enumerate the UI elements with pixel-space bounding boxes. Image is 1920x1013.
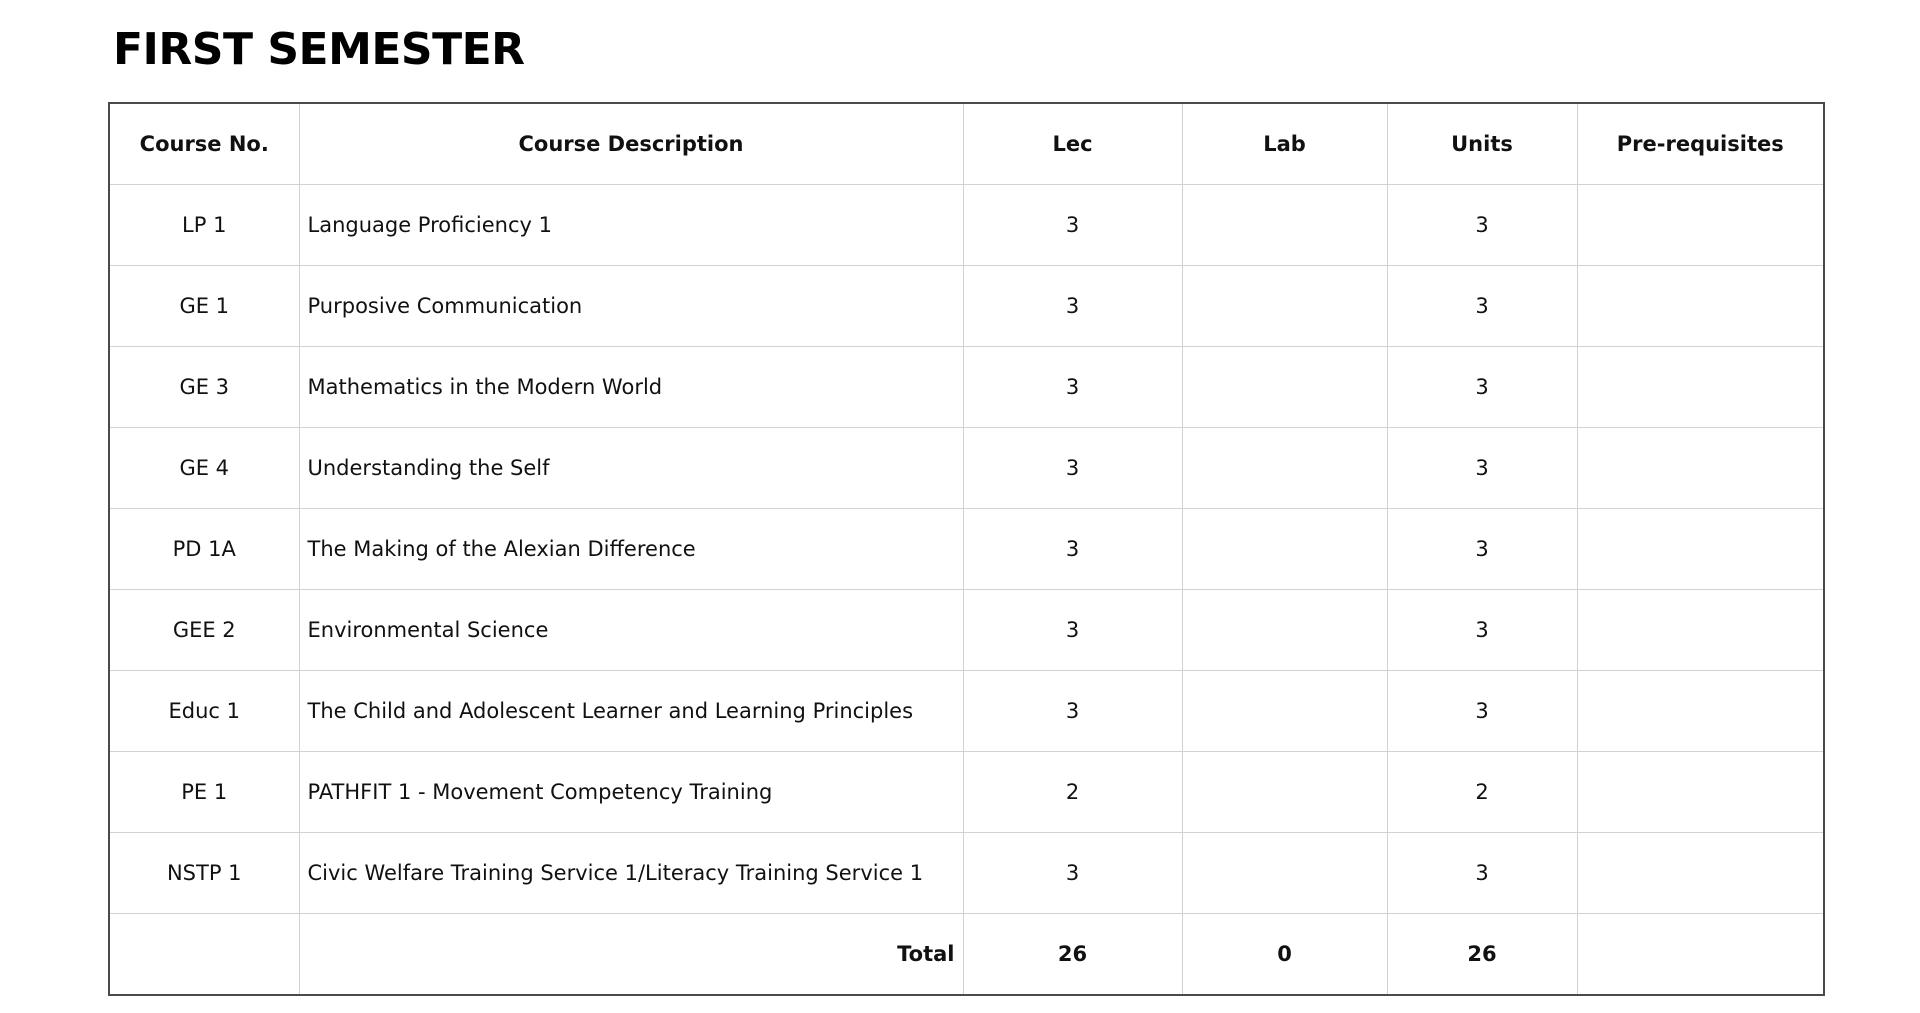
cell-units: 3 [1387,590,1577,671]
cell-course-no: GE 3 [109,347,299,428]
page-title: FIRST SEMESTER [113,24,525,75]
cell-units: 3 [1387,266,1577,347]
cell-course-description: Civic Welfare Training Service 1/Literacy Training Service 1 [299,833,963,914]
cell-course-description: The Making of the Alexian Difference [299,509,963,590]
cell-units: 3 [1387,347,1577,428]
cell-prerequisites [1577,590,1824,671]
cell-course-description: Understanding the Self [299,428,963,509]
cell-lab [1182,752,1387,833]
cell-lec: 3 [963,185,1182,266]
cell-lec: 2 [963,752,1182,833]
cell-course-no: PD 1A [109,509,299,590]
total-units: 26 [1387,914,1577,996]
cell-course-description: The Child and Adolescent Learner and Learning Principles [299,671,963,752]
cell-prerequisites [1577,266,1824,347]
total-prerequisites-empty [1577,914,1824,996]
cell-lab [1182,509,1387,590]
total-row [109,914,1824,996]
cell-prerequisites [1577,671,1824,752]
cell-course-no: GEE 2 [109,590,299,671]
cell-lab [1182,185,1387,266]
cell-lec: 3 [963,509,1182,590]
header-course-description: Course Description [299,103,963,185]
cell-course-no: Educ 1 [109,671,299,752]
cell-units: 3 [1387,509,1577,590]
cell-course-no: GE 4 [109,428,299,509]
cell-lec: 3 [963,671,1182,752]
table-row [109,833,1824,914]
cell-prerequisites [1577,509,1824,590]
total-lec: 26 [963,914,1182,996]
header-lec: Lec [963,103,1182,185]
table-row [109,509,1824,590]
cell-course-no: GE 1 [109,266,299,347]
cell-units: 3 [1387,185,1577,266]
table-row [109,347,1824,428]
total-lab: 0 [1182,914,1387,996]
cell-lec: 3 [963,347,1182,428]
cell-course-no: PE 1 [109,752,299,833]
cell-lec: 3 [963,590,1182,671]
table-header-row [109,103,1824,185]
cell-prerequisites [1577,185,1824,266]
cell-lab [1182,671,1387,752]
cell-course-no: NSTP 1 [109,833,299,914]
table-row [109,185,1824,266]
header-prerequisites: Pre-requisites [1577,103,1824,185]
cell-units: 3 [1387,671,1577,752]
cell-lab [1182,347,1387,428]
cell-units: 3 [1387,428,1577,509]
cell-course-description: Environmental Science [299,590,963,671]
cell-course-description: Mathematics in the Modern World [299,347,963,428]
table-row [109,671,1824,752]
cell-lab [1182,833,1387,914]
cell-course-description: Purposive Communication [299,266,963,347]
total-label: Total [299,914,963,996]
total-empty-cell [109,914,299,996]
table-row [109,752,1824,833]
header-lab: Lab [1182,103,1387,185]
cell-lec: 3 [963,428,1182,509]
cell-lec: 3 [963,266,1182,347]
cell-lab [1182,590,1387,671]
header-units: Units [1387,103,1577,185]
cell-course-description: PATHFIT 1 - Movement Competency Training [299,752,963,833]
cell-course-no: LP 1 [109,185,299,266]
table-row [109,428,1824,509]
cell-prerequisites [1577,833,1824,914]
cell-lab [1182,428,1387,509]
cell-lec: 3 [963,833,1182,914]
cell-lab [1182,266,1387,347]
table-row [109,266,1824,347]
cell-prerequisites [1577,347,1824,428]
curriculum-table [108,102,1825,996]
cell-units: 3 [1387,833,1577,914]
cell-units: 2 [1387,752,1577,833]
table-row [109,590,1824,671]
cell-prerequisites [1577,428,1824,509]
header-course-no: Course No. [109,103,299,185]
cell-course-description: Language Proficiency 1 [299,185,963,266]
cell-prerequisites [1577,752,1824,833]
